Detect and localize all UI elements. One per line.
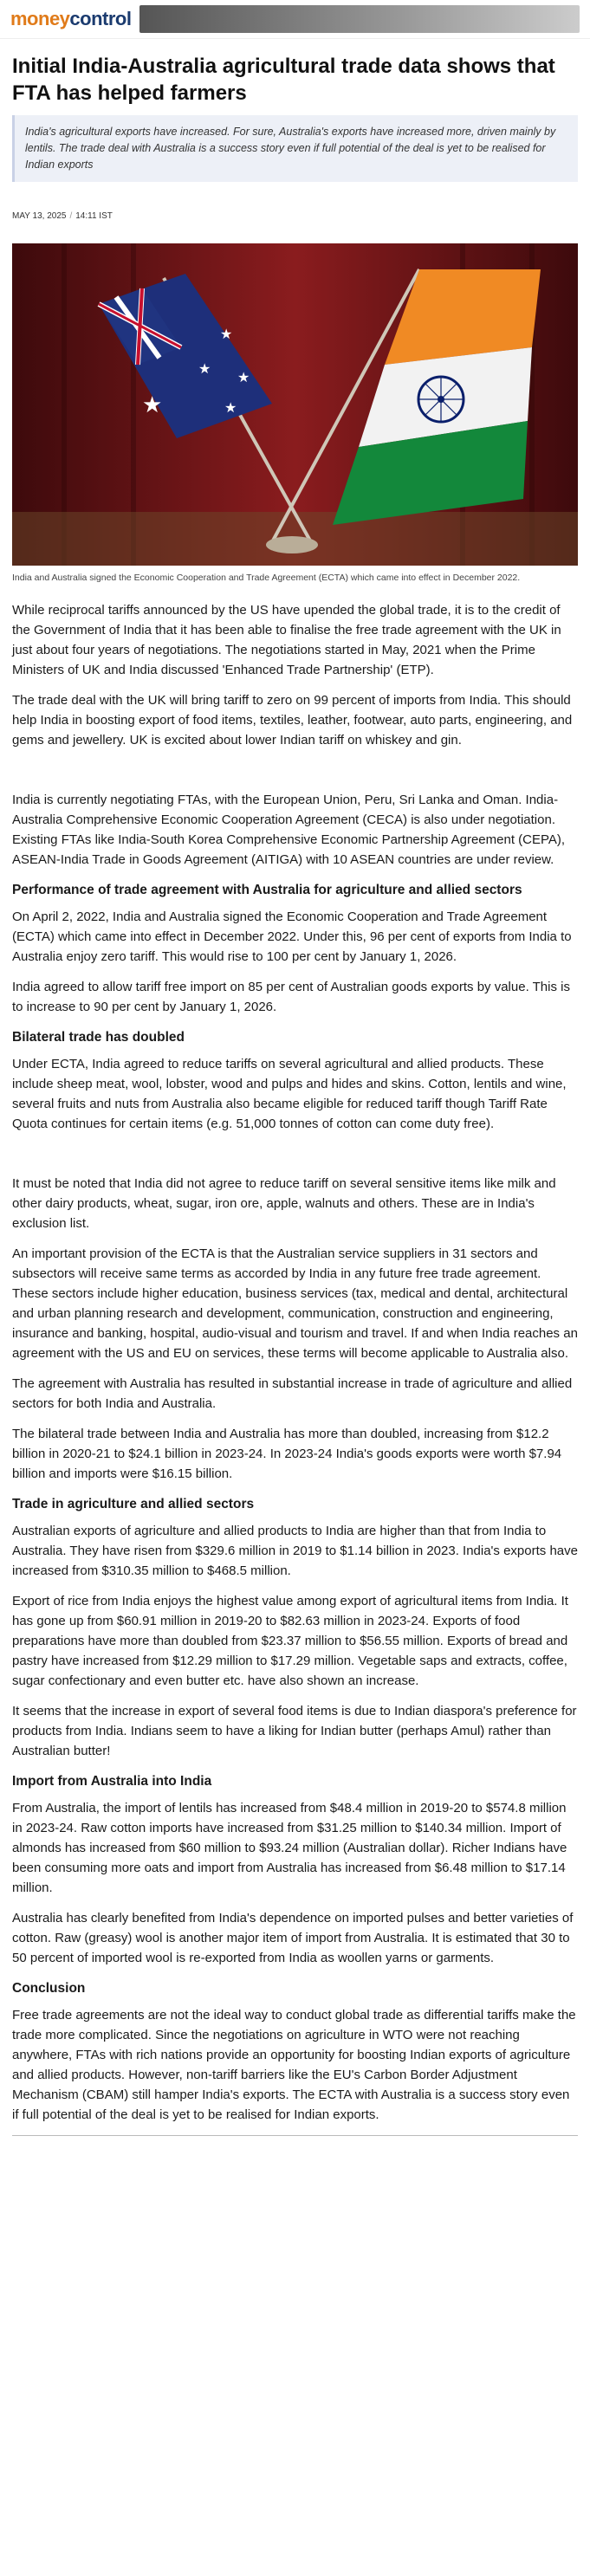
article-end-divider bbox=[12, 2135, 578, 2136]
svg-text:★: ★ bbox=[142, 392, 163, 418]
image-caption: India and Australia signed the Economic Cooperation and Trade Agreement (ECTA) which came into effect in December 2022. bbox=[12, 573, 521, 583]
paragraph: It seems that the increase in export of several food items is due to Indian diaspora's preference for products from India. Indians seem to have a liking for Indian butter (perhaps Amul) rather than Australian butter! bbox=[12, 1704, 577, 1758]
paragraph: Australia has clearly benefited from India's dependence on imported pulses and better varieties of cotton. Raw (greasy) wool is another major item of import from Australia. It is estimated that 30 to 50 percent of imported wool is re-exported from India as woollen yarns or garments. bbox=[12, 1911, 574, 1965]
paragraph: On April 2, 2022, India and Australia signed the Economic Cooperation and Trade Agreement (ECTA) which came into effect in December 2022. Under this, 96 per cent of exports from India to Australia enjoy zero tariff. This would rise to 100 per cent by January 1, 2026. bbox=[12, 909, 572, 964]
paragraph: Under ECTA, India agreed to reduce tariffs on several agricultural and allied products. These include sheep meat, wool, lobster, wood and pulps and hides and skins. Cotton, lentils and wine, several fruits and nuts from Australia also became eligible for reduced tariff though Tariff Rate Quota continues for certain items (e.g. 51,000 tonnes of cotton can come duty free). bbox=[12, 1057, 567, 1131]
paragraph: An important provision of the ECTA is that the Australian service suppliers in 31 sectors and subsectors will receive same terms as accorded by India in any future free trade agreement. These sectors include higher education, business services (tax, medical and dental, architectural and urban planning research and development, communication, construction and engineering, insurance and banking, hospital, audio-visual and tourism and travel. If and when India reaches an agreement with the US and EU on services, these terms will become applicable to Australia also. bbox=[12, 1246, 578, 1361]
article-summary: India's agricultural exports have increased. For sure, Australia's exports have increased more, driven mainly by lentils. The trade deal with Australia is a success story even if full potential of the deal is yet to be realised for Indian exports bbox=[12, 115, 578, 182]
header-banner bbox=[139, 5, 580, 33]
article-meta: MAY 13, 2025 / 14:11 IST bbox=[12, 211, 113, 221]
paragraph: India agreed to allow tariff free import on 85 per cent of Australian goods exports by value. This is to increase to 90 per cent by January 1, 2026. bbox=[12, 980, 570, 1014]
paragraph: While reciprocal tariffs announced by the US have upended the global trade, it is to the credit of the Government of India that it has been able to finalise the free trade agreement with the UK in just about four years of negotiations. The negotiations started in May, 2021 when the Prime Ministers of UK and India discussed 'Enhanced Trade Partnership' (ETP). bbox=[12, 603, 561, 677]
svg-text:★: ★ bbox=[198, 360, 211, 377]
paragraph: Export of rice from India enjoys the highest value among export of agricultural items from India. It has gone up from $60.91 million in 2019-20 to $82.63 million in 2023-24. Exports of food preparations have more than doubled from $23.37 million to $56.55 million. Exports of bread and pastry have increased from $12.29 million to $17.29 million. Vegetable saps and extracts, coffee, sugar confectionary and even butter etc. have also shown an increase. bbox=[12, 1594, 568, 1688]
publish-time: 14:11 IST bbox=[75, 211, 113, 221]
hero-image bbox=[12, 243, 578, 566]
section-heading: Import from Australia into India bbox=[12, 1774, 212, 1789]
svg-text:★: ★ bbox=[220, 326, 233, 342]
moneycontrol-logo[interactable]: money control bbox=[10, 8, 132, 29]
section-heading: Trade in agriculture and allied sectors bbox=[12, 1497, 255, 1511]
site-header bbox=[0, 0, 590, 39]
india-australia-flags-image bbox=[12, 243, 578, 566]
paragraph: The trade deal with the UK will bring tariff to zero on 99 percent of imports from India. This should help India in boosting export of food items, textiles, leather, footwear, auto parts, engineering, and gems and jewellery. UK is excited about lower Indian tariff on whiskey and gin. bbox=[12, 693, 573, 748]
publish-date: MAY 13, 2025 bbox=[12, 211, 67, 221]
ad-slot bbox=[12, 761, 578, 790]
ad-slot bbox=[12, 1144, 578, 1174]
article-body bbox=[12, 600, 578, 2125]
svg-text:★: ★ bbox=[224, 399, 237, 416]
paragraph: Australian exports of agriculture and allied products to India are higher than that from India to Australia. They have risen from $329.6 million in 2019 to $1.14 billion in 2023. India's exports have increased from $310.35 million to $468.5 million. bbox=[12, 1524, 578, 1578]
paragraph: The agreement with Australia has resulted in substantial increase in trade of agriculture and allied sectors for both India and Australia. bbox=[12, 1376, 573, 1411]
paragraph: From Australia, the import of lentils has increased from $48.4 million in 2019-20 to $574.8 million in 2023-24. Raw cotton imports have increased from $31.25 million to $140.34 million. Import of almonds has increased from $60 million to $93.24 million (Australian dollar). Richer Indians have been consuming more oats and import from Australia has increased from $6.48 million to $17.14 million. bbox=[12, 1801, 567, 1895]
article-title: Initial India-Australia agricultural trade data shows that FTA has helped farmers bbox=[12, 55, 555, 105]
paragraph: Free trade agreements are not the ideal way to conduct global trade as differential tariffs make the trade more complicated. Since the negotiations on agriculture in WTO were not reaching anywhere, FTAs with rich nations provide an opportunity for boosting Indian exports of agriculture and allied products. However, non-tariff barriers like the EU's Carbon Border Adjustment Mechanism (CBAM) still hamper India's exports. The ECTA with Australia is a success story even if full potential of the deal is yet to be realised for Indian exports. bbox=[12, 2008, 576, 2122]
section-heading: Bilateral trade has doubled bbox=[12, 1030, 185, 1045]
paragraph: India is currently negotiating FTAs, with the European Union, Peru, Sri Lanka and Oman. India-Australia Comprehensive Economic Cooperation Agreement (CECA) is also under negotiation. Existing FTAs like India-South Korea Comprehensive Economic Partnership Agreement (CEPA), ASEAN-India Trade in Goods Agreement (AITIGA) with 10 ASEAN countries are under review. bbox=[12, 793, 566, 867]
section-heading: Conclusion bbox=[12, 1981, 86, 1996]
svg-text:★: ★ bbox=[237, 369, 250, 385]
paragraph: It must be noted that India did not agree to reduce tariff on several sensitive items like milk and other dairy products, wheat, sugar, iron ore, apple, walnuts and others. These are in India's exclusion list. bbox=[12, 1176, 556, 1231]
paragraph: The bilateral trade between India and Australia has more than doubled, increasing from $12.2 billion in 2020-21 to $24.1 billion in 2023-24. In 2023-24 India's goods exports were worth $7.94 billion and imports were $16.15 billion. bbox=[12, 1427, 562, 1481]
section-heading: Performance of trade agreement with Australia for agriculture and allied sectors bbox=[12, 883, 522, 897]
